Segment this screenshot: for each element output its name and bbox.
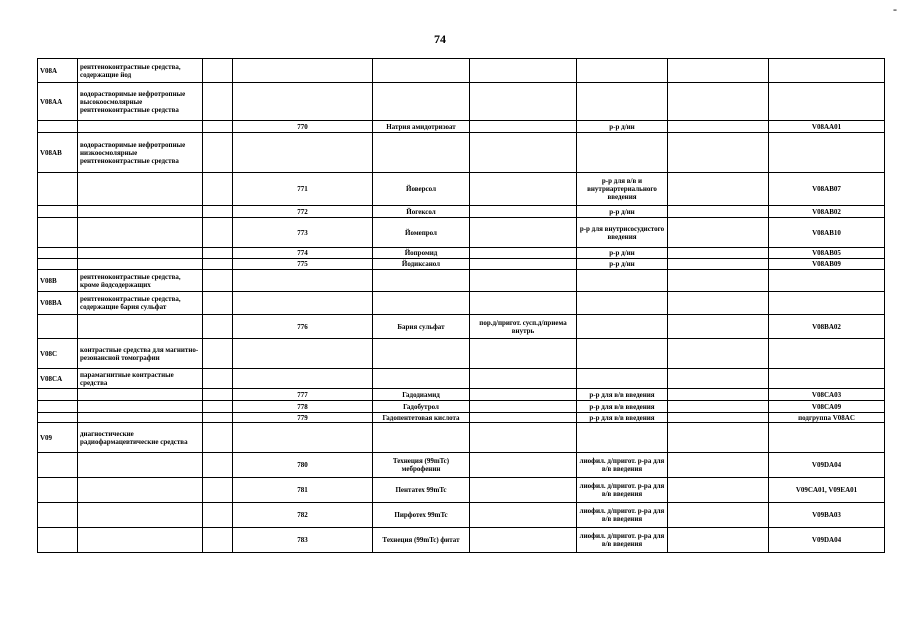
row-number-cell bbox=[233, 423, 373, 453]
row-number-cell: 773 bbox=[233, 218, 373, 248]
row-number-cell: 775 bbox=[233, 259, 373, 270]
spacer-cell bbox=[668, 59, 769, 83]
spacer-cell bbox=[668, 133, 769, 173]
drug-name-cell bbox=[373, 83, 470, 121]
table-row bbox=[38, 528, 885, 553]
spacer-cell bbox=[668, 389, 769, 401]
drug-name-cell: Гадопентетовая кислота bbox=[373, 413, 470, 423]
row-number-cell bbox=[233, 59, 373, 83]
spacer-cell bbox=[668, 423, 769, 453]
atc-code-cell bbox=[769, 83, 885, 121]
spacer-cell bbox=[203, 206, 233, 218]
row-number-cell: 780 bbox=[233, 453, 373, 478]
table-row bbox=[38, 133, 885, 173]
spacer-cell bbox=[203, 270, 233, 292]
dosage-form-cell: р-р д/ин bbox=[577, 121, 668, 133]
atc-code-cell: V09DA04 bbox=[769, 453, 885, 478]
dosage-form-cell: р-р д/ин bbox=[577, 206, 668, 218]
dosage-form-cell bbox=[577, 339, 668, 369]
table-row bbox=[38, 315, 885, 339]
spacer-cell bbox=[668, 173, 769, 206]
atc-code-cell: V08AB09 bbox=[769, 259, 885, 270]
dosage-form-extra-cell bbox=[470, 173, 577, 206]
group-code-cell bbox=[38, 528, 78, 553]
group-name-cell: рентгеноконтрастные средства, содержащие бария сульфат bbox=[78, 292, 203, 315]
spacer-cell bbox=[203, 478, 233, 503]
table-row bbox=[38, 270, 885, 292]
table-row bbox=[38, 218, 885, 248]
table-row bbox=[38, 401, 885, 413]
table-row bbox=[38, 503, 885, 528]
atc-code-cell bbox=[769, 133, 885, 173]
group-code-cell: V08BA bbox=[38, 292, 78, 315]
group-code-cell bbox=[38, 315, 78, 339]
spacer-cell bbox=[668, 528, 769, 553]
dosage-form-cell bbox=[577, 292, 668, 315]
drug-name-cell: Йомепрол bbox=[373, 218, 470, 248]
dosage-form-extra-cell bbox=[470, 528, 577, 553]
dosage-form-extra-cell bbox=[470, 270, 577, 292]
row-number-cell bbox=[233, 83, 373, 121]
spacer-cell bbox=[668, 503, 769, 528]
spacer-cell bbox=[668, 248, 769, 259]
table-row bbox=[38, 59, 885, 83]
drug-name-cell: Бария сульфат bbox=[373, 315, 470, 339]
spacer-cell bbox=[668, 218, 769, 248]
spacer-cell bbox=[668, 339, 769, 369]
dosage-form-extra-cell bbox=[470, 401, 577, 413]
atc-code-cell: подгруппа V08AC bbox=[769, 413, 885, 423]
group-code-cell: V08AA bbox=[38, 83, 78, 121]
group-code-cell bbox=[38, 453, 78, 478]
atc-code-cell: V08AA01 bbox=[769, 121, 885, 133]
row-number-cell: 770 bbox=[233, 121, 373, 133]
dosage-form-cell bbox=[577, 369, 668, 389]
dosage-form-cell: р-р д/ин bbox=[577, 248, 668, 259]
drug-name-cell: Технеция (99mTc) меброфенин bbox=[373, 453, 470, 478]
dosage-form-extra-cell bbox=[470, 292, 577, 315]
dosage-form-extra-cell bbox=[470, 453, 577, 478]
atc-code-cell: V09CA01, V09EA01 bbox=[769, 478, 885, 503]
drug-name-cell: Пентатех 99mTc bbox=[373, 478, 470, 503]
spacer-cell bbox=[203, 259, 233, 270]
drug-name-cell bbox=[373, 423, 470, 453]
dosage-form-extra-cell bbox=[470, 83, 577, 121]
spacer-cell bbox=[668, 121, 769, 133]
dosage-form-cell: лиофил. д/пригот. р-ра для в/в введения bbox=[577, 478, 668, 503]
spacer-cell bbox=[668, 369, 769, 389]
atc-code-cell bbox=[769, 59, 885, 83]
table-row bbox=[38, 369, 885, 389]
spacer-cell bbox=[668, 413, 769, 423]
row-number-cell: 782 bbox=[233, 503, 373, 528]
atc-code-cell: V08AB10 bbox=[769, 218, 885, 248]
row-number-cell bbox=[233, 133, 373, 173]
table-row bbox=[38, 121, 885, 133]
atc-code-cell bbox=[769, 339, 885, 369]
table-row bbox=[38, 173, 885, 206]
group-name-cell bbox=[78, 528, 203, 553]
group-code-cell: V08CA bbox=[38, 369, 78, 389]
row-number-cell: 778 bbox=[233, 401, 373, 413]
group-name-cell bbox=[78, 503, 203, 528]
drug-name-cell: Йогексол bbox=[373, 206, 470, 218]
spacer-cell bbox=[203, 389, 233, 401]
spacer-cell bbox=[203, 121, 233, 133]
dosage-form-cell bbox=[577, 59, 668, 83]
group-name-cell bbox=[78, 248, 203, 259]
spacer-cell bbox=[203, 173, 233, 206]
group-name-cell bbox=[78, 173, 203, 206]
drug-name-cell bbox=[373, 292, 470, 315]
spacer-cell bbox=[203, 59, 233, 83]
table-row bbox=[38, 478, 885, 503]
group-name-cell: диагностические радиофармацевтические средства bbox=[78, 423, 203, 453]
spacer-cell bbox=[203, 218, 233, 248]
group-name-cell bbox=[78, 401, 203, 413]
atc-code-cell: V09DA04 bbox=[769, 528, 885, 553]
spacer-cell bbox=[668, 315, 769, 339]
spacer-cell bbox=[203, 369, 233, 389]
spacer-cell bbox=[668, 259, 769, 270]
dosage-form-extra-cell bbox=[470, 413, 577, 423]
atc-code-cell bbox=[769, 292, 885, 315]
page-number: 74 bbox=[434, 32, 446, 46]
atc-code-cell: V09BA03 bbox=[769, 503, 885, 528]
drug-name-cell: Гадодиамид bbox=[373, 389, 470, 401]
spacer-cell bbox=[203, 83, 233, 121]
spacer-cell bbox=[203, 503, 233, 528]
drug-name-cell bbox=[373, 270, 470, 292]
atc-code-cell bbox=[769, 270, 885, 292]
dosage-form-extra-cell: пор.д/пригот. сусп.д/приема внутрь bbox=[470, 315, 577, 339]
atc-code-cell: V08AB05 bbox=[769, 248, 885, 259]
dosage-form-extra-cell bbox=[470, 121, 577, 133]
table-row bbox=[38, 339, 885, 369]
drug-name-cell: Йопромид bbox=[373, 248, 470, 259]
group-code-cell: V08B bbox=[38, 270, 78, 292]
dosage-form-cell: лиофил. д/пригот. р-ра для в/в введения bbox=[577, 453, 668, 478]
row-number-cell: 776 bbox=[233, 315, 373, 339]
spacer-cell bbox=[668, 401, 769, 413]
group-code-cell bbox=[38, 218, 78, 248]
dosage-form-extra-cell bbox=[470, 389, 577, 401]
dosage-form-extra-cell bbox=[470, 59, 577, 83]
group-name-cell bbox=[78, 478, 203, 503]
row-number-cell: 772 bbox=[233, 206, 373, 218]
dosage-form-cell bbox=[577, 315, 668, 339]
spacer-cell bbox=[668, 270, 769, 292]
atc-code-cell: V08BA02 bbox=[769, 315, 885, 339]
drug-name-cell: Пирфотех 99mTc bbox=[373, 503, 470, 528]
atc-code-cell bbox=[769, 423, 885, 453]
group-code-cell bbox=[38, 389, 78, 401]
dosage-form-extra-cell bbox=[470, 259, 577, 270]
drug-table bbox=[37, 58, 885, 553]
group-code-cell bbox=[38, 478, 78, 503]
spacer-cell bbox=[203, 339, 233, 369]
dosage-form-extra-cell bbox=[470, 478, 577, 503]
drug-name-cell bbox=[373, 369, 470, 389]
atc-code-cell: V08CA03 bbox=[769, 389, 885, 401]
dosage-form-extra-cell bbox=[470, 206, 577, 218]
spacer-cell bbox=[203, 453, 233, 478]
group-code-cell bbox=[38, 259, 78, 270]
group-code-cell bbox=[38, 206, 78, 218]
group-name-cell bbox=[78, 453, 203, 478]
group-name-cell bbox=[78, 413, 203, 423]
dosage-form-cell: р-р для в/в введения bbox=[577, 413, 668, 423]
row-number-cell bbox=[233, 369, 373, 389]
atc-code-cell: V08AB07 bbox=[769, 173, 885, 206]
group-name-cell bbox=[78, 389, 203, 401]
group-code-cell bbox=[38, 413, 78, 423]
spacer-cell bbox=[203, 292, 233, 315]
drug-name-cell bbox=[373, 133, 470, 173]
dosage-form-cell bbox=[577, 133, 668, 173]
drug-name-cell bbox=[373, 339, 470, 369]
row-number-cell bbox=[233, 339, 373, 369]
group-name-cell bbox=[78, 259, 203, 270]
row-number-cell: 779 bbox=[233, 413, 373, 423]
drug-name-cell: Технеция (99mTc) фитат bbox=[373, 528, 470, 553]
drug-name-cell: Йоверсол bbox=[373, 173, 470, 206]
dosage-form-cell bbox=[577, 423, 668, 453]
row-number-cell: 781 bbox=[233, 478, 373, 503]
dosage-form-cell: лиофил. д/пригот. р-ра для в/в введения bbox=[577, 503, 668, 528]
row-number-cell: 777 bbox=[233, 389, 373, 401]
table-row bbox=[38, 259, 885, 270]
group-code-cell: V08C bbox=[38, 339, 78, 369]
table-row bbox=[38, 389, 885, 401]
group-name-cell bbox=[78, 218, 203, 248]
atc-code-cell: V08AB02 bbox=[769, 206, 885, 218]
table-row bbox=[38, 206, 885, 218]
dosage-form-cell bbox=[577, 270, 668, 292]
group-code-cell: V08A bbox=[38, 59, 78, 83]
table-row bbox=[38, 413, 885, 423]
dosage-form-cell: р-р для в/в и внутриартериального введения bbox=[577, 173, 668, 206]
group-code-cell bbox=[38, 503, 78, 528]
spacer-cell bbox=[668, 478, 769, 503]
group-name-cell: контрастные средства для магнитно-резонансной томографии bbox=[78, 339, 203, 369]
row-number-cell: 771 bbox=[233, 173, 373, 206]
drug-name-cell: Йодиксанол bbox=[373, 259, 470, 270]
group-code-cell bbox=[38, 121, 78, 133]
row-number-cell bbox=[233, 270, 373, 292]
spacer-cell bbox=[668, 292, 769, 315]
spacer-cell bbox=[203, 133, 233, 173]
dosage-form-cell: р-р д/ин bbox=[577, 259, 668, 270]
spacer-cell bbox=[668, 453, 769, 478]
group-name-cell: водорастворимые нефротропные низкоосмолярные рентгеноконтрастные средства bbox=[78, 133, 203, 173]
spacer-cell bbox=[203, 248, 233, 259]
group-name-cell bbox=[78, 315, 203, 339]
table-row bbox=[38, 248, 885, 259]
table-row bbox=[38, 292, 885, 315]
dosage-form-extra-cell bbox=[470, 248, 577, 259]
spacer-cell bbox=[203, 423, 233, 453]
spacer-cell bbox=[203, 528, 233, 553]
spacer-cell bbox=[668, 83, 769, 121]
table-row bbox=[38, 83, 885, 121]
dosage-form-extra-cell bbox=[470, 369, 577, 389]
spacer-cell bbox=[203, 315, 233, 339]
drug-name-cell bbox=[373, 59, 470, 83]
dosage-form-extra-cell bbox=[470, 218, 577, 248]
atc-code-cell bbox=[769, 369, 885, 389]
dosage-form-extra-cell bbox=[470, 133, 577, 173]
group-code-cell bbox=[38, 401, 78, 413]
group-name-cell bbox=[78, 121, 203, 133]
group-name-cell: парамагнитные контрастные средства bbox=[78, 369, 203, 389]
row-number-cell bbox=[233, 292, 373, 315]
dosage-form-cell: р-р для в/в введения bbox=[577, 401, 668, 413]
spacer-cell bbox=[203, 401, 233, 413]
row-number-cell: 774 bbox=[233, 248, 373, 259]
drug-name-cell: Натрия амидотризоат bbox=[373, 121, 470, 133]
dosage-form-cell bbox=[577, 83, 668, 121]
group-name-cell: водорастворимые нефротропные высокоосмолярные рентгеноконтрастные средства bbox=[78, 83, 203, 121]
group-code-cell: V09 bbox=[38, 423, 78, 453]
spacer-cell bbox=[203, 413, 233, 423]
group-code-cell bbox=[38, 248, 78, 259]
corner-mark: - bbox=[893, 2, 897, 16]
dosage-form-extra-cell bbox=[470, 423, 577, 453]
row-number-cell: 783 bbox=[233, 528, 373, 553]
group-name-cell bbox=[78, 206, 203, 218]
table-row bbox=[38, 423, 885, 453]
dosage-form-extra-cell bbox=[470, 503, 577, 528]
drug-name-cell: Гадобутрол bbox=[373, 401, 470, 413]
spacer-cell bbox=[668, 206, 769, 218]
dosage-form-cell: р-р для в/в введения bbox=[577, 389, 668, 401]
group-code-cell: V08AB bbox=[38, 133, 78, 173]
group-name-cell: рентгеноконтрастные средства, содержащие йод bbox=[78, 59, 203, 83]
table-row bbox=[38, 453, 885, 478]
atc-code-cell: V08CA09 bbox=[769, 401, 885, 413]
dosage-form-cell: р-р для внутрисосудистого введения bbox=[577, 218, 668, 248]
dosage-form-extra-cell bbox=[470, 339, 577, 369]
group-code-cell bbox=[38, 173, 78, 206]
dosage-form-cell: лиофил. д/пригот. р-ра для в/в введения bbox=[577, 528, 668, 553]
group-name-cell: рентгеноконтрастные средства, кроме йодсодержащих bbox=[78, 270, 203, 292]
